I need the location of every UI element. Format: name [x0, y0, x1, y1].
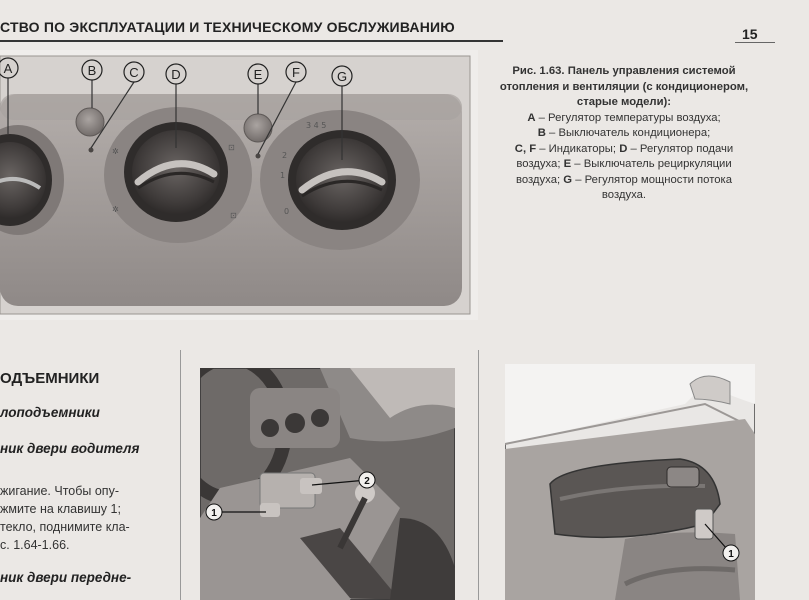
header-rule [0, 40, 503, 42]
caption-title: Рис. 1.63. Панель управления системой отопления и вентиляции (с кондиционером, старые модели): [499, 65, 749, 108]
label-b: B [87, 63, 97, 78]
figure-1-64-console-photo [200, 368, 455, 600]
figure-1-63-caption [493, 64, 755, 204]
svg-text:3 4 5: 3 4 5 [306, 121, 327, 130]
running-header: СТВО ПО ЭКСПЛУАТАЦИИ И ТЕХНИЧЕСКОМУ ОБСЛУЖИВАНИЮ [0, 19, 455, 35]
label-a: A [3, 61, 13, 76]
body-line: жмите на клавишу 1; [0, 502, 121, 516]
body-line: жигание. Чтобы опу- [0, 484, 119, 498]
page-number: 15 [742, 26, 758, 42]
callout-1: 1 [728, 549, 734, 560]
subheading-1: лоподъемники [0, 405, 100, 420]
label-f: F [292, 65, 300, 80]
body-text [0, 482, 175, 554]
page-number-rule [735, 42, 775, 43]
svg-text:⊡: ⊡ [230, 211, 237, 220]
callout-2: 2 [364, 476, 370, 487]
caption-line-cfd: C, F – Индикаторы; D – Регулятор подачи воздуха; E – Выключатель рециркуляции воздуха; G – Регулятор мощности потока воздуха. [514, 142, 734, 201]
svg-text:✲: ✲ [112, 205, 119, 214]
svg-text:✲: ✲ [112, 147, 119, 156]
subheading-3: ник двери передне- [0, 570, 132, 585]
svg-text:1: 1 [280, 171, 286, 180]
svg-text:2: 2 [282, 151, 288, 160]
label-d: D [171, 67, 181, 82]
caption-line-b: B – Выключатель кондиционера; [537, 127, 711, 139]
caption-line-a: A – Регулятор температуры воздуха; [527, 111, 721, 124]
label-g: G [336, 69, 348, 84]
column-rule-middle [478, 350, 479, 600]
column-rule-left [180, 350, 181, 600]
svg-text:0: 0 [284, 207, 290, 216]
figure-1-63-control-panel-photo [0, 50, 478, 320]
section-heading: ОДЪЕМНИКИ [0, 370, 100, 387]
label-c: C [129, 65, 139, 80]
body-line: текло, поднимите кла- [0, 520, 130, 534]
subheading-2: ник двери водителя [0, 441, 140, 456]
figure-1-65-door-panel-photo [505, 364, 755, 600]
callout-1: 1 [211, 508, 217, 519]
svg-text:⊡: ⊡ [228, 143, 235, 152]
body-line: с. 1.64-1.66. [0, 538, 70, 552]
label-e: E [253, 67, 263, 82]
